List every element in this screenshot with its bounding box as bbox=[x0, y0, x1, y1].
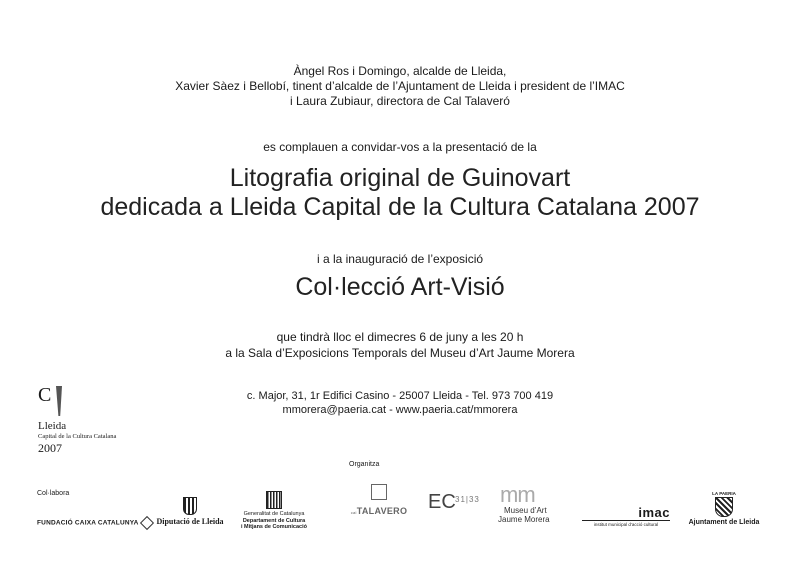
host-line: i Laura Zubiaur, directora de Cal Talaveró bbox=[290, 94, 510, 108]
generalitat-logo bbox=[236, 491, 312, 531]
venue-line: a la Sala d’Exposicions Temporals del Museu d’Art Jaume Morera bbox=[225, 346, 575, 360]
invite-line: es complauen a convidar-vos a la presentació de la bbox=[263, 140, 537, 154]
fundacio-name: FUNDACIÓ CAIXA CATALUNYA bbox=[37, 519, 139, 527]
lleida-capital-logo bbox=[38, 384, 128, 456]
organitza-label: Organitza bbox=[349, 461, 380, 468]
ajuntament-logo bbox=[686, 491, 762, 526]
museu-line-1: Museu d’Art bbox=[504, 506, 547, 515]
shield-icon bbox=[183, 497, 197, 515]
logo-name: Lleida bbox=[38, 420, 67, 432]
logo-letter: C bbox=[38, 384, 52, 406]
subinvite-line: i a la inauguració de l’exposició bbox=[316, 252, 484, 266]
title-line-2: dedicada a Lleida Capital de la Cultura Catalana 2007 bbox=[100, 193, 700, 221]
host-line: Xavier Sàez i Bellobí, tinent d’alcalde de l’Ajuntament de Lleida i president de l’IMAC bbox=[175, 79, 625, 93]
event-details bbox=[0, 329, 800, 361]
date-line: que tindrà lloc el dimecres 6 de juny a les 20 h bbox=[276, 330, 524, 344]
imac-tagline: institut municipal d’acció cultural bbox=[582, 520, 670, 527]
museu-line-2: Jaume Morera bbox=[498, 515, 550, 524]
museu-mark: mm bbox=[500, 482, 535, 507]
diputacio-logo bbox=[150, 497, 230, 526]
logo-subtitle: Capital de la Cultura Catalana bbox=[38, 433, 117, 440]
logo-year: 2007 bbox=[38, 441, 62, 455]
ec-logo bbox=[428, 491, 488, 531]
host-line: Àngel Ros i Domingo, alcalde de Lleida, bbox=[293, 64, 507, 78]
talavero-emblem-icon bbox=[371, 484, 387, 500]
talavero-name bbox=[348, 506, 410, 516]
talavero-word: TALAVERO bbox=[356, 506, 408, 516]
generalitat-line-3: i Mitjans de Comunicació bbox=[240, 524, 307, 530]
logo-mark-icon bbox=[56, 386, 62, 416]
paeria-label: LA PAERIA bbox=[712, 491, 736, 496]
museu-art-logo bbox=[498, 484, 566, 524]
hosts-block bbox=[0, 64, 800, 109]
generalitat-emblem-icon bbox=[266, 491, 282, 509]
address-line: c. Major, 31, 1r Edifici Casino - 25007 Lleida - Tel. 973 700 419 bbox=[246, 390, 554, 402]
ec-mark: EC bbox=[428, 491, 456, 513]
fundacio-caixa-logo bbox=[37, 518, 152, 528]
diputacio-name: Diputació de Lleida bbox=[156, 517, 224, 526]
ajuntament-emblem-icon bbox=[715, 497, 733, 517]
imac-name: imac bbox=[638, 505, 670, 520]
ajuntament-name: Ajuntament de Lleida bbox=[688, 519, 760, 526]
exhibition-title: Col·lecció Art-Visió bbox=[295, 273, 505, 301]
imac-logo bbox=[582, 505, 670, 527]
collabora-label: Col·labora bbox=[37, 490, 70, 497]
talavero-prefix: cal bbox=[350, 510, 357, 515]
contact-line: mmorera@paeria.cat - www.paeria.cat/mmorera bbox=[282, 404, 518, 416]
ec-small-text: 31|33 bbox=[455, 495, 480, 504]
title-line-1: Litografia original de Guinovart bbox=[229, 164, 571, 192]
generalitat-line-1: Generalitat de Catalunya bbox=[243, 511, 305, 517]
cal-talavero-logo bbox=[348, 484, 410, 516]
generalitat-line-2: Departament de Cultura bbox=[242, 517, 306, 524]
event-title bbox=[0, 164, 800, 222]
